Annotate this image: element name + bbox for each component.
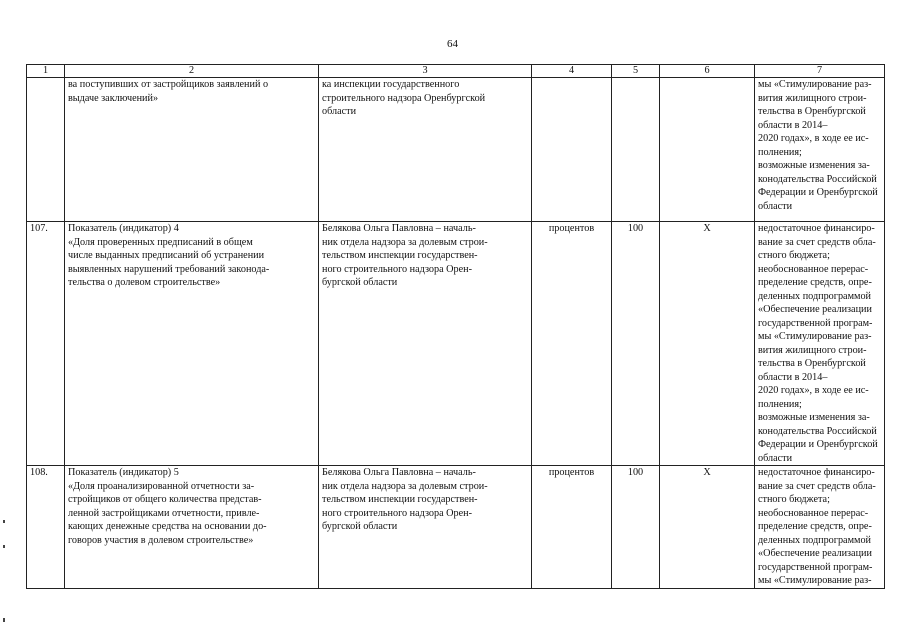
responsible-cell: Белякова Ольга Павловна – началь- ник отдела надзора за долевым строи- тельством инспекции государствен- ного строительного надзора Орен- бургской области xyxy=(319,466,532,589)
column-header: 7 xyxy=(755,65,885,78)
risks-cell: недостаточное финансиро- вание за счет средств обла- стного бюджета; необоснованное перерас- пределение средств, опре- деленных подпрограммой «Обеспечение реализации государственной програм- мы «Стимулирование раз- вития жилищного строи- тельства в Оренбургской области в 2014– 2020 годах», в ходе ее ис- полнения; возможные изменения за- конодательства Российской Федерации и Оренбургской области xyxy=(755,222,885,466)
column-header: 4 xyxy=(532,65,612,78)
column-header: 5 xyxy=(612,65,660,78)
column-header: 2 xyxy=(65,65,319,78)
column-number-header-row xyxy=(27,65,885,78)
column-header: 6 xyxy=(660,65,755,78)
mark-cell xyxy=(660,78,755,222)
value-cell xyxy=(612,78,660,222)
risks-cell: недостаточное финансиро- вание за счет средств обла- стного бюджета; необоснованное перерас- пределение средств, опре- деленных подпрограммой «Обеспечение реализации государственной програм- мы «Стимулирование раз- xyxy=(755,466,885,589)
indicator-cell: Показатель (индикатор) 5 «Доля проанализированной отчетности за- стройщиков от общего количества представ- ленной застройщиками отчетности, привле- кающих денежные средства на основании до- говоров участия в долевом строительстве» xyxy=(65,466,319,589)
column-header: 3 xyxy=(319,65,532,78)
responsible-cell: ка инспекции государственного строительного надзора Оренбургской области xyxy=(319,78,532,222)
risks-cell: мы «Стимулирование раз- вития жилищного строи- тельства в Оренбургской области в 2014– 2020 годах», в ходе ее ис- полнения; возможные изменения за- конодательства Российской Федерации и Оренбургской области xyxy=(755,78,885,222)
indicator-cell: Показатель (индикатор) 4 «Доля проверенных предписаний в общем числе выданных предписаний об устранении выявленных нарушений требований законода- тельства о долевом строительстве» xyxy=(65,222,319,466)
unit-cell: процентов xyxy=(532,466,612,589)
table-row xyxy=(27,222,885,466)
document-table xyxy=(26,64,885,589)
value-cell: 100 xyxy=(612,222,660,466)
table-row xyxy=(27,466,885,589)
scan-artifact xyxy=(3,545,5,548)
value-cell: 100 xyxy=(612,466,660,589)
unit-cell xyxy=(532,78,612,222)
table-row xyxy=(27,78,885,222)
page-number: 64 xyxy=(447,38,458,50)
row-number: 108. xyxy=(27,466,65,589)
mark-cell: Х xyxy=(660,222,755,466)
column-header: 1 xyxy=(27,65,65,78)
scan-artifact xyxy=(3,618,5,622)
mark-cell: Х xyxy=(660,466,755,589)
row-number: 107. xyxy=(27,222,65,466)
indicator-cell: ва поступивших от застройщиков заявлений о выдаче заключений» xyxy=(65,78,319,222)
row-number xyxy=(27,78,65,222)
unit-cell: процентов xyxy=(532,222,612,466)
responsible-cell: Белякова Ольга Павловна – началь- ник отдела надзора за долевым строи- тельством инспекции государствен- ного строительного надзора Орен- бургской области xyxy=(319,222,532,466)
scan-artifact xyxy=(3,520,5,523)
